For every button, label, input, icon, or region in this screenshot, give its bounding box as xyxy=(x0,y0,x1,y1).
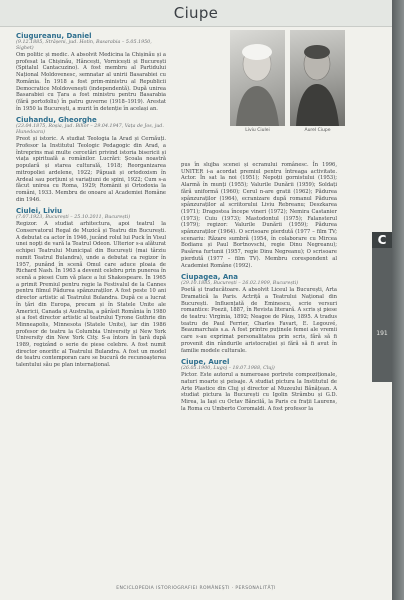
encyclopedia-entry xyxy=(181,358,337,412)
entry-dates: (26.05.1900, Lugoj – 18.07.1988, Cluj) xyxy=(181,366,275,372)
entry-dates: (9.12.1885, Strășeni, jud. Hotin, Basarabia – 5.05.1950, Sighet) xyxy=(16,40,152,51)
page-number: 191 xyxy=(376,330,388,337)
entry-dates: (23.04.1875, Roșia, jud. Bihor – 29.04.1947, Vața de Jos, jud. Hunedoara) xyxy=(16,124,164,136)
page-header xyxy=(0,0,392,27)
encyclopedia-entry xyxy=(16,116,166,203)
letter-index-tab xyxy=(372,232,392,382)
portrait-photo-liviu-ciulei xyxy=(230,30,285,126)
entry-body: Regizor. A studiat arhitectura, apoi teatrul la Conservatorul Regal de Muzică și Teatru din București. A debutat ca actor în 1946, jucând rolul lui Puck în Visul unei nopți de vară la Teatrul Odeon. Ulterior s-a alăturat echipei Teatrului Municipal din București (mai târziu numit Teatrul Bulandra), unde a debutat ca regizor în 1957, punând în scenă Omul care aduce ploaia de Richard Nash. În 1963 a devenit celebru prin punerea în scenă a piesei Cum vă place a lui Shakespeare. În 1965 a primit Premiul pentru regie la Festivalul de la Cannes pentru filmul Pădurea spânzuraților. A fost peste 10 ani director artistic al Teatrului Bulandra. După ce a lucrat în țări din Europa, precum și în Statele Unite ale Americii, Canada și Australia, a părăsit România în 1980 și a fost director artistic al teatrului Tyrone Guthrie din Minneapolis, Minnesota (Statele Unite), iar din 1986 profesor de teatru la Columbia University și New York University din New York City. S-a întors în țară după 1989, regizând o serie de piese celebre. A fost numit director onorific al Teatrului Bulandra. A fost un model de teatru contemporan care se bucură de recunoașterea talentului său pe plan internațional. xyxy=(16,221,166,369)
book-edge-shadow xyxy=(392,0,404,600)
left-column xyxy=(16,32,166,373)
index-letter: C xyxy=(372,232,392,248)
entry-name: Ciupagea, Ana xyxy=(181,273,238,282)
portrait-1-graphic xyxy=(230,30,285,126)
right-column xyxy=(181,162,337,417)
page-footer: ENCICLOPEDIA ISTORIOGRAFIEI ROMÂNEȘTI · PERSONALITĂȚI xyxy=(116,586,276,591)
entry-body: Pictor. Este autorul a numeroase portrete compoziționale, naturi moarte și peisaje. A studiat pictura la Institutul de Arte Plastice din Cluj și director al Muzeului Bănățean. A studiat pictura la București cu Igolin Strâmbu și G.D. Mirea, la Iași cu Octav Băncilă, la Paris cu frații Laurens, la Roma cu Umberto Coromaldi. A fost profesor la xyxy=(181,372,337,412)
entry-dates: (7.07.1923, București – 25.10.2011, București) xyxy=(16,215,131,221)
entry-body: Preot și istoric. A studiat Teologia la Arad și Cernăuți. Profesor la Institutul Teologic Pedagogic din Arad, a întreprins mai multe cercetări privind istoria bisericii și viața spirituală a românilor. Lucrări: Școala noastră populară și starea culturală, 1918; Reorganizarea mitropoliei ardelene, 1922; Păpuaii și ortodoxism în Ardeal sau porțiuni și variațiuni de spini, 1922; Cum s-a făcut unirea cu Roma, 1929; Românii și Ortodoxia la români, 1933. Membru de onoare al Academiei Române din 1946. xyxy=(16,136,166,203)
portrait-photo-aurel-ciupe xyxy=(290,30,345,126)
entry-name: Ciuhandu, Gheorghe xyxy=(16,116,97,125)
portrait-photos xyxy=(230,30,350,160)
entry-body: Poetă și traducătoare. A absolvit Liceul la București, Arta Dramatică la Paris. Actriță a Teatrului Național din București. Influențată de Eminescu, scrie versuri romantice: Poezii, 1887, în Revista literară. A scris și piese de teatru: Virginia, 1892; Neagoe de Păuș, 1895. A tradus teatru de Paul Ferrier, Charles Favart, E. Legouvé, Beaumarchais s.a. A fost printre puținele femei ale vremii care s-au exprimat personalitatea prin scris, fără să fi provenit din rândurile aristocrației și fără să fi avut în familie modele culturale. xyxy=(181,287,337,354)
entry-dates: (29.10.1885, București – 26.02.1909, București) xyxy=(181,281,299,287)
entry-name: Ciulei, Liviu xyxy=(16,207,62,216)
portrait-2-graphic xyxy=(290,30,345,126)
entry-name: Ciugureanu, Daniel xyxy=(16,32,92,40)
encyclopedia-entry xyxy=(16,207,166,368)
photo-caption-right: Aurel Ciupe xyxy=(304,128,331,133)
photo-caption-left: Liviu Ciulei xyxy=(245,128,270,133)
entry-body: pus în slujba scenei și ecranului românesc. În 1996, UNITER i-a acordat premiul pentru întreaga activitate. Actor. În sat la noi (1951); Nepoții gornistului (1953); Alarmă în munți (1955); Valurile Dunării (1959); Soldați fără uniformă (1960); Cerul n-are gratii (1962); Pădurea spânzuraților (1964), ecranizare după romanul Pădurea spânzuraților al scriitorului Liviu Rebreanu; Deszkarea (1971); Dragostea începe vineri (1972); Nemira Castanier (1973); Cuiu (1973); Mastodontul (1975); Falansterul (1979); regizor: Valurile Dunării (1959); Pădurea spânzuraților (1964). O scrisoare pierdută (1977 – film TV; scenariu: Răzare sumbră (1954, în colaborare cu Mircea Bodianu și Paul Bortnovschi, regie Dinu Negreanu); Pasărea furtunii (1957, regie Dinu Negreanu); O scrisoare pierdută (1977 – film TV). Membru corespondent al Academiei Române (1992). xyxy=(181,162,337,269)
entry-body: Om politic și medic. A absolvit Medicina la Chișinău și a profesat la Chișinău, Hâncești, Vornicești și București (Spitalul Cantacuzino). A fost membru al Partidului Național Moldovenesc, semnatar al unirii Basarabiei cu România. În 1918 a fost prim-ministru al Republicii Democratice Moldovenești (independentă). După unirea Basarabiei cu Țara a fost ministru pentru Basarabia (fără portofoliu) în patru guverne (1918–1919). Arestat în 1950 la București, a murit în detenție în același an. xyxy=(16,52,166,112)
entry-name: Ciupe, Aurel xyxy=(181,358,230,367)
encyclopedia-entry xyxy=(16,32,166,112)
page-title: Ciupe xyxy=(173,4,219,22)
encyclopedia-entry xyxy=(181,162,337,269)
encyclopedia-entry xyxy=(181,273,337,354)
